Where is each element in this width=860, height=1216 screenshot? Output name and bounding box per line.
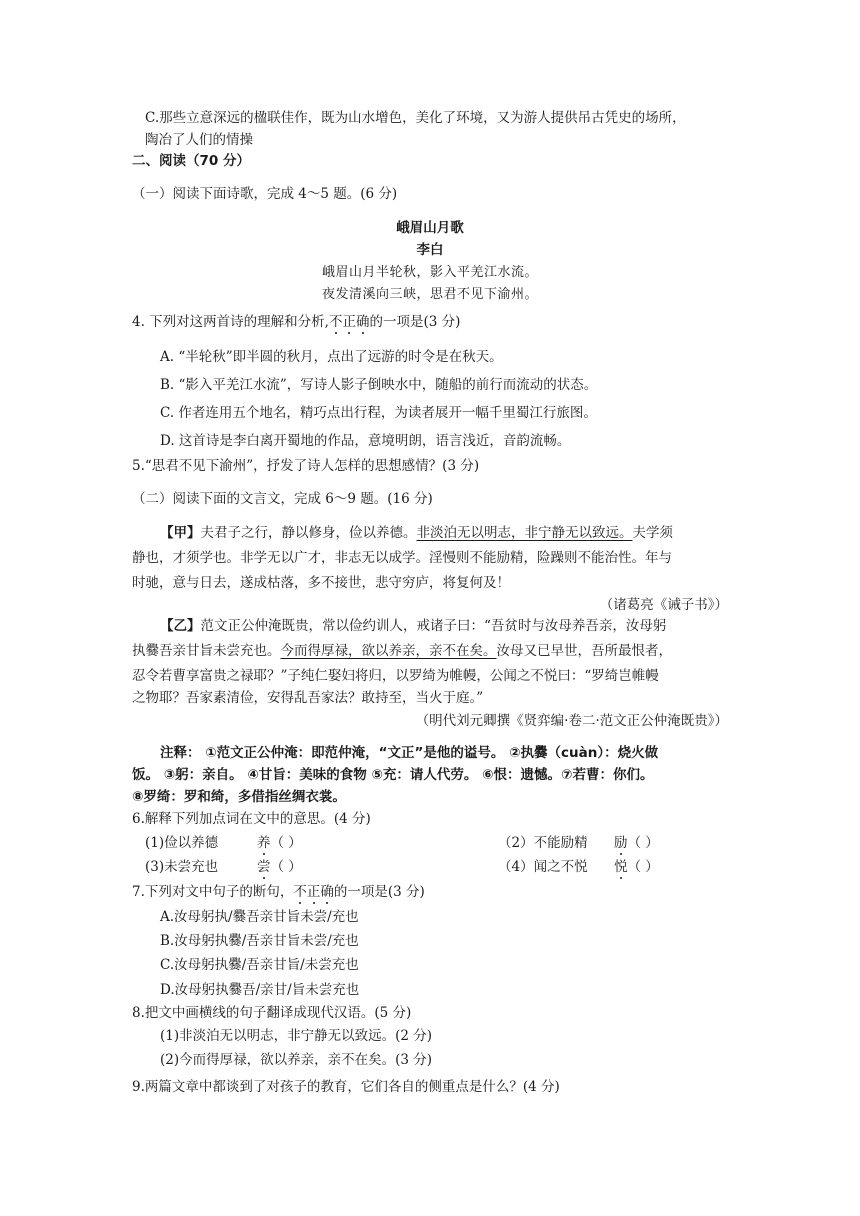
dotted-word: 励: [614, 835, 628, 851]
q6-item4-word: [614, 857, 659, 877]
q4-option-c: C. 作者连用五个地名，精巧点出行程，为读者展开一幅千里蜀江行旅图。: [160, 405, 597, 421]
yi-line4: 之物耶？吾家素清俭，安得乱吾家法？敢持至，当火于庭。”: [132, 690, 484, 706]
emphasis-dot-char: 不: [293, 884, 307, 900]
yi-line3: 忍令若曹享富贵之禄耶？”子纯仁娶妇将归，以罗绮为帷幔，公闻之不悦曰：“罗绮岂帷幔: [132, 668, 659, 684]
q4-stem-text: 的一项是(3 分): [369, 314, 461, 330]
emphasis-dot-char: 确: [320, 884, 334, 900]
q4-option-d: D. 这首诗是李白离开蜀地的作品，意境明朗，语言浅近，音韵流畅。: [160, 433, 571, 449]
yi-text: 范文正公仲淹既贵，常以俭约训人，戒诸子曰：“吾贫时与汝母养吾亲，汝母躬: [200, 618, 667, 634]
q7-option-b: B.汝母躬执爨/吾亲甘旨未尝/充也: [160, 933, 359, 949]
question-8: 8.把文中画横线的句子翻译成现代汉语。(5 分): [132, 1005, 412, 1021]
q6-item1-label: (1)俭以养德: [145, 835, 219, 851]
poem-title: 峨眉山月歌: [396, 220, 464, 236]
jia-text: 夫君子之行，静以修身，俭以养德。: [200, 525, 417, 541]
q7-option-c: C.汝母躬执爨/吾亲甘旨/未尝充也: [160, 957, 359, 973]
q8-sentence-1: (1)非淡泊无以明志，非宁静无以致远。(2 分): [160, 1028, 433, 1044]
q7-stem-text: 的一项是(3 分): [333, 884, 425, 900]
q6-item3-word: [257, 857, 302, 877]
q7-option-d: D.汝母躬执爨吾/亲甘/旨未尝充也: [160, 982, 360, 998]
emphasis-dot-char: 确: [355, 314, 370, 330]
yi-label: 【乙】: [160, 618, 201, 634]
q6-item3-label: (3)未尝充也: [145, 859, 219, 875]
part1-intro: （一）阅读下面诗歌，完成 4～5 题。(6 分): [132, 186, 398, 202]
q7-stem-text: 7.下列对文中句子的断句，: [132, 884, 294, 900]
dotted-word: 悦: [614, 859, 628, 875]
q6-item2-label: （2）不能励精: [498, 835, 588, 851]
annotation-line1: 注释： ①范文正公仲淹：即范仲淹，“文正”是他的谥号。 ②执爨（cuàn）：烧火做: [160, 745, 659, 761]
part2-intro: （二）阅读下面的文言文，完成 6～9 题。(16 分): [132, 491, 433, 507]
jia-line3: 时驰，意与日去，遂成枯落，多不接世，悲守穷庐，将复何及！: [132, 575, 510, 591]
annotation-line3: ⑧罗绮：罗和绮，多借指丝绸衣裳。: [132, 789, 346, 805]
yi-line2: [132, 641, 672, 661]
jia-text: 夫学须: [632, 525, 673, 541]
dotted-word: 养: [257, 835, 271, 851]
q6-item4-label: （4）闻之不悦: [498, 859, 588, 875]
q8-sentence-2: (2)今而得厚禄，欲以养亲，亲不在矣。(3 分): [160, 1052, 433, 1068]
jia-source: （诸葛亮《诫子书》）: [599, 597, 728, 613]
yi-line1: [160, 616, 666, 636]
poem-author: 李白: [416, 242, 444, 258]
dotted-word: 尝: [257, 859, 271, 875]
underlined-sentence: 今而得厚禄，欲以养亲，亲不在矣。: [280, 643, 497, 659]
question-4-stem: [132, 312, 460, 332]
answer-blank[interactable]: （ ）: [270, 859, 302, 875]
q4-option-a: A. “半轮秋”即半圆的秋月，点出了远游的时令是在秋天。: [160, 349, 503, 365]
option-c-line2: 陶冶了人们的情操: [145, 132, 253, 148]
emphasis-dot-char: 不: [328, 314, 343, 330]
q4-stem-text: 4. 下列对这两首诗的理解和分析,: [132, 314, 329, 330]
section-title: 二、阅读（70 分）: [132, 153, 250, 169]
q4-option-b: B. “影入平羌江水流”，写诗人影子倒映水中，随船的前行而流动的状态。: [160, 377, 598, 393]
jia-line2: 静也，才须学也。非学无以广才，非志无以成学。淫慢则不能励精，险躁则不能治性。年与: [132, 550, 672, 566]
q6-item1-word: [257, 833, 302, 853]
yi-source: （明代刘元卿撰《贤弈编·卷二·范文正公仲淹既贵》）: [415, 713, 728, 729]
emphasis-dot-char: 正: [306, 884, 321, 900]
emphasis-dot-char: 正: [342, 314, 356, 330]
q7-option-a: A.汝母躬执/爨吾亲甘旨未尝/充也: [160, 909, 359, 925]
poem-line: 峨眉山月半轮秋，影入平羌江水流。: [321, 265, 538, 280]
option-c-line1: C.那些立意深远的楹联佳作，既为山水增色，美化了环境，又为游人提供吊古凭史的场所，: [145, 110, 686, 126]
question-5: 5.“思君不见下渝州”，抒发了诗人怎样的思想感情？(3 分): [132, 458, 480, 474]
q6-item2-word: [614, 833, 659, 853]
answer-blank[interactable]: （ ）: [627, 859, 659, 875]
answer-blank[interactable]: （ ）: [270, 835, 302, 851]
jia-line1: [160, 523, 673, 543]
annotation-line2: 饭。 ③躬：亲自。 ④甘旨：美味的食物 ⑤充：请人代劳。 ⑥恨：遗憾。⑦若曹：你们。: [132, 767, 654, 783]
question-9: 9.两篇文章中都谈到了对孩子的教育，它们各自的侧重点是什么？(4 分): [132, 1079, 560, 1095]
poem-line: 夜发清溪向三峡，思君不见下渝州。: [321, 287, 538, 302]
jia-label: 【甲】: [160, 525, 201, 541]
yi-text: 汝母又已早世，吾所最恨者，: [496, 643, 672, 659]
question-7: [132, 882, 425, 902]
question-6: 6.解释下列加点词在文中的意思。(4 分): [132, 811, 371, 827]
answer-blank[interactable]: （ ）: [627, 835, 659, 851]
underlined-sentence: 非淡泊无以明志，非宁静无以致远。: [416, 525, 633, 541]
yi-text: 执爨吾亲甘旨未尝充也。: [132, 643, 281, 659]
